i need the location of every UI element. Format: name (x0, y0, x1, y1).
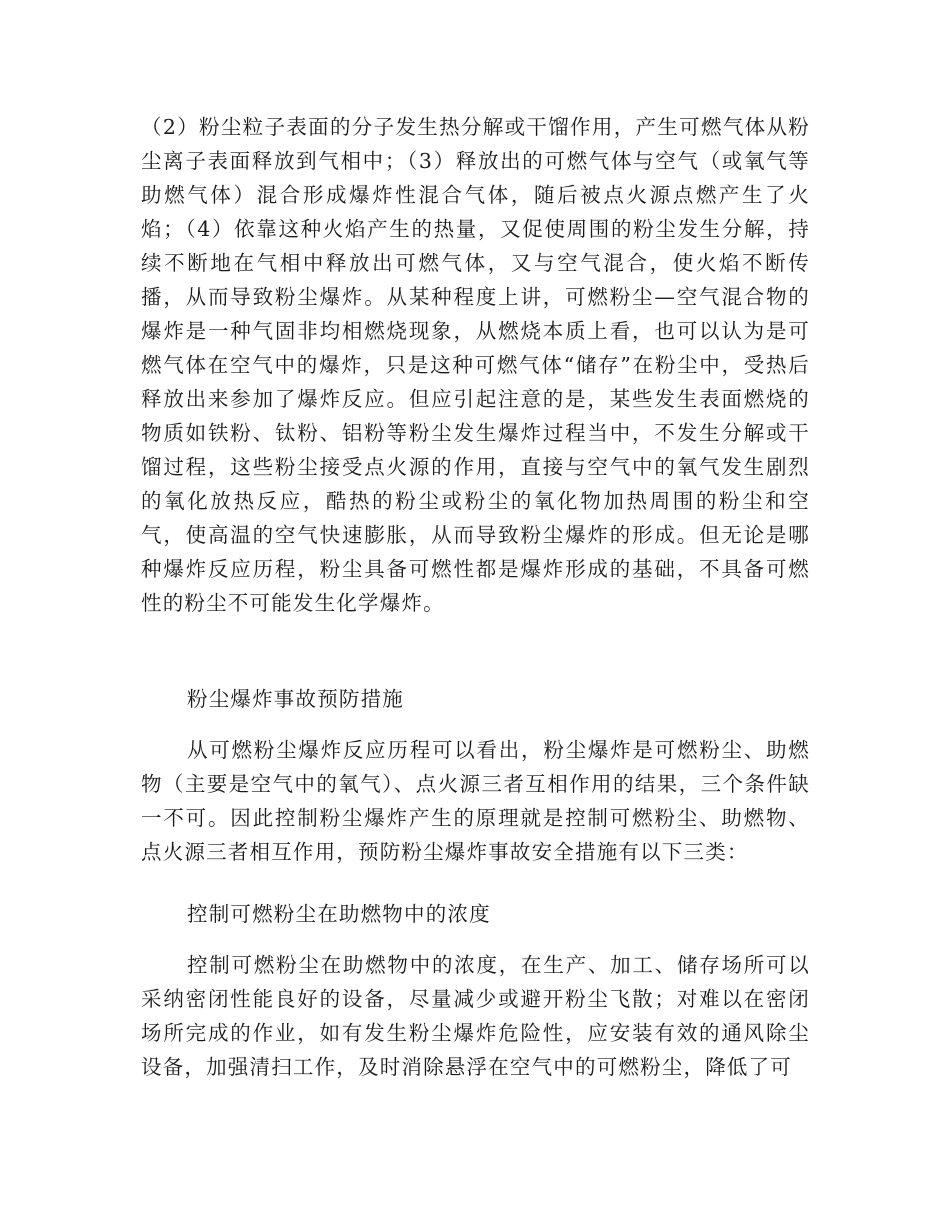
body-paragraph-3: 控制可燃粉尘在助燃物中的浓度，在生产、加工、储存场所可以采纳密闭性能良好的设备，尽量减少或避开粉尘飞散；对难以在密闭场所完成的作业，如有发生粉尘爆炸危险性，应安装有效的通风除尘设备，加强清扫工作，及时消除悬浮在空气中的可燃粉尘，降低了可 (141, 953, 810, 1079)
section-heading-concentration: 控制可燃粉尘在助燃物中的浓度 (187, 902, 491, 926)
body-paragraph-2: 从可燃粉尘爆炸反应历程可以看出，粉尘爆炸是可燃粉尘、助燃物（主要是空气中的氧气）、点火源三者互相作用的结果，三个条件缺一不可。因此控制粉尘爆炸产生的原理就是控制可燃粉尘、助燃物、点火源三者相互作用，预防粉尘爆炸事故安全措施有以下三类： (141, 738, 810, 864)
section-heading-prevention: 粉尘爆炸事故预防措施 (187, 687, 404, 711)
body-paragraph-1: （2）粉尘粒子表面的分子发生热分解或干馏作用，产生可燃气体从粉尘离子表面释放到气相中；（3）释放出的可燃气体与空气（或氧气等助燃气体）混合形成爆炸性混合气体，随后被点火源点燃产生了火焰；（4）依靠这种火焰产生的热量，又促使周围的粉尘发生分解，持续不断地在气相中释放出可燃气体，又与空气混合，使火焰不断传播，从而导致粉尘爆炸。从某种程度上讲，可燃粉尘—空气混合物的爆炸是一种气固非均相燃烧现象，从燃烧本质上看，也可以认为是可燃气体在空气中的爆炸，只是这种可燃气体“储存”在粉尘中，受热后释放出来参加了爆炸反应。但应引起注意的是，某些发生表面燃烧的物质如铁粉、钛粉、铝粉等粉尘发生爆炸过程当中，不发生分解或干馏过程，这些粉尘接受点火源的作用，直接与空气中的氧气发生剧烈的氧化放热反应，酷热的粉尘或粉尘的氧化物加热周围的粉尘和空气，使高温的空气快速膨胀，从而导致粉尘爆炸的形成。但无论是哪种爆炸反应历程，粉尘具备可燃性都是爆炸形成的基础，不具备可燃性的粉尘不可能发生化学爆炸。 (141, 115, 810, 615)
